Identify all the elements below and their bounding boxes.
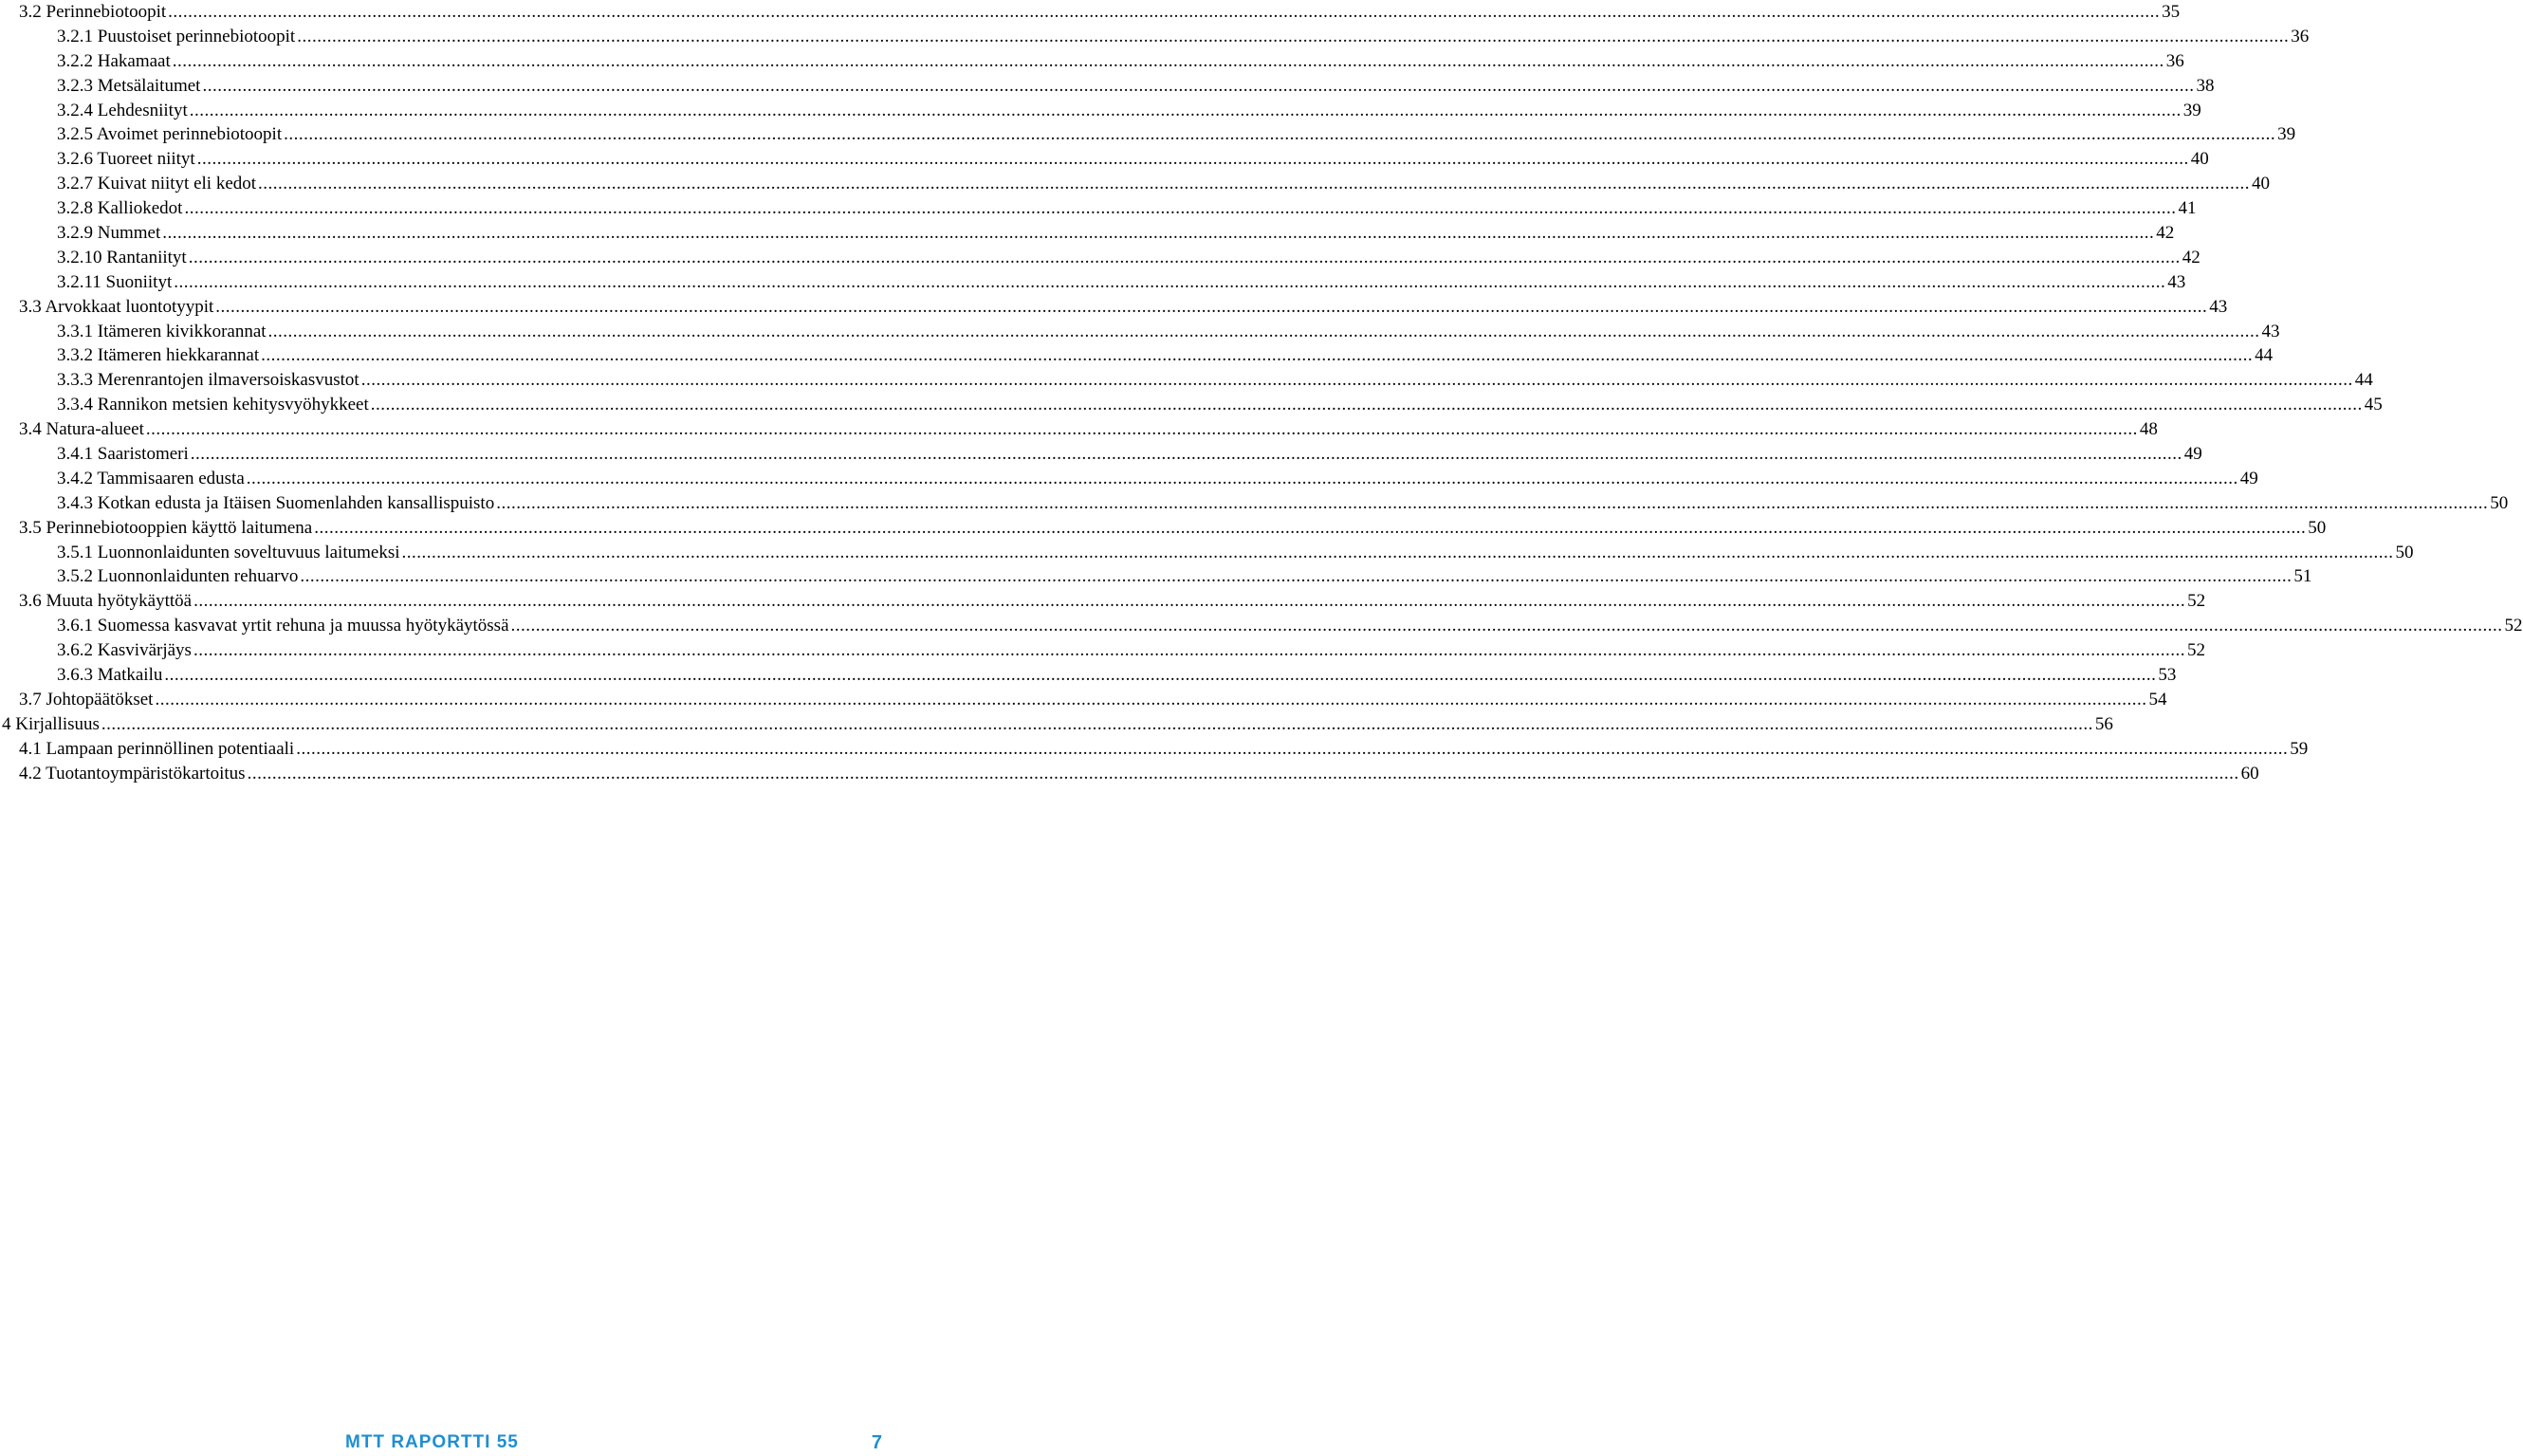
report-series-label: MTT RAPORTTI 55 <box>345 1432 519 1452</box>
toc-dot-leader: ................................................................................................................................................................................................................................................................................................................................................................................................................ <box>189 100 2182 120</box>
toc-entry-page-number: 52 <box>2186 640 2205 661</box>
toc-entry-page-number: 36 <box>2291 26 2310 46</box>
toc-dot-leader: ................................................................................................................................................................................................................................................................................................................................................................................................................ <box>184 198 2177 219</box>
toc-entry[interactable] <box>0 320 2280 344</box>
toc-dot-leader: ................................................................................................................................................................................................................................................................................................................................................................................................................ <box>174 271 2166 292</box>
toc-entry[interactable] <box>0 638 2205 663</box>
toc-entry-title: 3.4.3 Kotkan edusta ja Itäisen Suomenlahden kansallispuisto <box>57 492 495 513</box>
toc-entry-title: 3.2.8 Kalliokedot <box>57 198 183 219</box>
toc-entry-title: 4 Kirjallisuus <box>2 713 100 734</box>
toc-dot-leader: ................................................................................................................................................................................................................................................................................................................................................................................................................ <box>284 124 2276 145</box>
toc-entry-title: 3.2.3 Metsälaitumet <box>57 75 201 96</box>
toc-dot-leader: ................................................................................................................................................................................................................................................................................................................................................................................................................ <box>162 222 2155 243</box>
toc-entry-page-number: 52 <box>2187 591 2206 612</box>
toc-entry-page-number: 50 <box>2490 492 2509 513</box>
toc-entry-page-number: 49 <box>2183 443 2202 464</box>
toc-entry-title: 3.2.4 Lehdesniityt <box>57 100 188 120</box>
toc-entry-title: 3.2.11 Suoniityt <box>57 271 173 292</box>
toc-entry-page-number: 45 <box>2364 395 2383 415</box>
toc-entry-page-number: 44 <box>2255 345 2274 366</box>
toc-dot-leader: ................................................................................................................................................................................................................................................................................................................................................................................................................ <box>193 591 2186 612</box>
toc-entry-page-number: 44 <box>2354 370 2373 391</box>
toc-entry[interactable] <box>0 688 2167 712</box>
toc-entry[interactable] <box>0 74 2215 99</box>
toc-entry-title: 3.3.4 Rannikon metsien kehitysvyöhykkeet <box>57 395 369 415</box>
toc-entry[interactable] <box>0 49 2184 74</box>
toc-entry-title: 3.2.7 Kuivat niityt eli kedot <box>57 174 257 194</box>
toc-entry[interactable] <box>0 442 2202 467</box>
toc-entry[interactable] <box>0 467 2258 491</box>
toc-entry-title: 3.5.1 Luonnonlaidunten soveltuvuus laitumeksi <box>57 542 400 562</box>
toc-entry[interactable] <box>0 393 2383 417</box>
toc-dot-leader: ................................................................................................................................................................................................................................................................................................................................................................................................................ <box>164 664 2157 685</box>
toc-entry-page-number: 48 <box>2139 419 2158 440</box>
toc-entry[interactable] <box>0 712 2113 737</box>
toc-entry-title: 3.2.10 Rantaniityt <box>57 247 187 267</box>
toc-entry-title: 3.3.1 Itämeren kivikkorannat <box>57 321 267 341</box>
toc-dot-leader: ................................................................................................................................................................................................................................................................................................................................................................................................................ <box>193 640 2185 661</box>
toc-dot-leader: ................................................................................................................................................................................................................................................................................................................................................................................................................ <box>261 345 2254 366</box>
toc-entry-title: 3.2.5 Avoimet perinnebiotoopit <box>57 124 283 145</box>
toc-entry[interactable] <box>0 417 2158 442</box>
toc-entry-title: 3.6.1 Suomessa kasvavat yrtit rehuna ja muussa hyötykäytössä <box>57 616 509 636</box>
toc-entry-page-number: 41 <box>2178 198 2197 219</box>
toc-dot-leader: ................................................................................................................................................................................................................................................................................................................................................................................................................ <box>314 517 2307 538</box>
toc-entry-title: 3.6 Muuta hyötykäyttöä <box>19 591 193 612</box>
toc-entry-page-number: 59 <box>2290 738 2309 759</box>
toc-entry[interactable] <box>0 221 2175 246</box>
toc-dot-leader: ................................................................................................................................................................................................................................................................................................................................................................................................................ <box>267 321 2260 341</box>
toc-dot-leader: ................................................................................................................................................................................................................................................................................................................................................................................................................ <box>246 468 2238 488</box>
toc-dot-leader: ................................................................................................................................................................................................................................................................................................................................................................................................................ <box>401 542 2394 562</box>
toc-entry-title: 3.3.3 Merenrantojen ilmaversoiskasvustot <box>57 370 359 391</box>
toc-entry[interactable] <box>0 541 2414 565</box>
page-number: 7 <box>871 1432 882 1453</box>
toc-entry-title: 3.4.2 Tammisaaren edusta <box>57 468 245 488</box>
toc-entry[interactable] <box>0 246 2201 270</box>
toc-dot-leader: ................................................................................................................................................................................................................................................................................................................................................................................................................ <box>196 149 2189 170</box>
toc-dot-leader: ................................................................................................................................................................................................................................................................................................................................................................................................................ <box>101 713 2093 734</box>
toc-entry-title: 3.5.2 Luonnonlaidunten rehuarvo <box>57 566 299 587</box>
toc-entry[interactable] <box>0 147 2209 172</box>
toc-dot-leader: ................................................................................................................................................................................................................................................................................................................................................................................................................ <box>190 443 2182 464</box>
toc-entry-page-number: 56 <box>2094 713 2113 734</box>
toc-entry-page-number: 40 <box>2190 149 2209 170</box>
toc-dot-leader: ................................................................................................................................................................................................................................................................................................................................................................................................................ <box>202 75 2195 96</box>
toc-entry-page-number: 36 <box>2165 50 2184 71</box>
toc-entry[interactable] <box>0 368 2373 393</box>
toc-entry[interactable] <box>0 516 2327 541</box>
toc-entry[interactable] <box>0 663 2177 688</box>
toc-entry-page-number: 42 <box>2156 222 2175 243</box>
toc-entry[interactable] <box>0 762 2259 786</box>
toc-entry-title: 4.2 Tuotantoympäristökartoitus <box>19 763 246 783</box>
toc-dot-leader: ................................................................................................................................................................................................................................................................................................................................................................................................................ <box>215 296 2208 317</box>
toc-entry-title: 3.3.2 Itämeren hiekkarannat <box>57 345 260 366</box>
toc-entry-title: 3.2.2 Hakamaat <box>57 50 171 71</box>
toc-entry[interactable] <box>0 295 2228 320</box>
toc-entry[interactable] <box>0 25 2310 49</box>
toc-entry-page-number: 43 <box>2209 296 2228 317</box>
toc-entry-page-number: 39 <box>2277 124 2296 145</box>
toc-entry-page-number: 39 <box>2182 100 2201 120</box>
toc-entry[interactable] <box>0 737 2309 762</box>
toc-entry-page-number: 52 <box>2504 616 2523 636</box>
page-footer <box>0 1432 911 1455</box>
toc-dot-leader: ................................................................................................................................................................................................................................................................................................................................................................................................................ <box>155 689 2147 710</box>
toc-entry[interactable] <box>0 491 2509 516</box>
toc-entry-title: 3.4.1 Saaristomeri <box>57 443 189 464</box>
toc-entry-page-number: 43 <box>2261 321 2280 341</box>
toc-entry[interactable] <box>0 589 2206 614</box>
toc-entry-title: 3.6.2 Kasvivärjäys <box>57 640 192 661</box>
toc-entry-title: 3.2.6 Tuoreet niityt <box>57 149 195 170</box>
toc-entry-title: 4.1 Lampaan perinnöllinen potentiaali <box>19 738 295 759</box>
toc-entry[interactable] <box>0 614 2523 638</box>
toc-entry[interactable] <box>0 270 2186 295</box>
toc-dot-leader: ................................................................................................................................................................................................................................................................................................................................................................................................................ <box>247 763 2239 783</box>
toc-entry[interactable] <box>0 564 2312 589</box>
toc-entry-page-number: 54 <box>2148 689 2167 710</box>
toc-entry[interactable] <box>0 343 2274 368</box>
toc-entry-title: 3.3 Arvokkaat luontotyypit <box>19 296 214 317</box>
toc-dot-leader: ................................................................................................................................................................................................................................................................................................................................................................................................................ <box>297 26 2290 46</box>
toc-dot-leader: ................................................................................................................................................................................................................................................................................................................................................................................................................ <box>188 247 2181 267</box>
toc-entry[interactable] <box>0 172 2271 196</box>
toc-dot-leader: ................................................................................................................................................................................................................................................................................................................................................................................................................ <box>258 174 2251 194</box>
toc-entry-title: 3.6.3 Matkailu <box>57 664 163 685</box>
toc-entry-page-number: 35 <box>2162 1 2181 22</box>
toc-entry[interactable] <box>0 99 2201 123</box>
toc-entry-title: 3.7 Johtopäätökset <box>19 689 154 710</box>
toc-entry[interactable] <box>0 0 2181 25</box>
toc-dot-leader: ................................................................................................................................................................................................................................................................................................................................................................................................................ <box>145 419 2138 440</box>
toc-entry-title: 3.2 Perinnebiotoopit <box>19 1 167 22</box>
toc-entry-page-number: 50 <box>2308 517 2327 538</box>
toc-entry[interactable] <box>0 196 2197 221</box>
toc-entry-page-number: 40 <box>2252 174 2271 194</box>
toc-dot-leader: ................................................................................................................................................................................................................................................................................................................................................................................................................ <box>168 1 2161 22</box>
toc-entry-page-number: 53 <box>2158 664 2177 685</box>
toc-entry-title: 3.2.1 Puustoiset perinnebiotoopit <box>57 26 296 46</box>
toc-entry-title: 3.5 Perinnebiotooppien käyttö laitumena <box>19 517 313 538</box>
toc-entry-title: 3.2.9 Nummet <box>57 222 161 243</box>
toc-dot-leader: ................................................................................................................................................................................................................................................................................................................................................................................................................ <box>300 566 2293 587</box>
toc-entry[interactable] <box>0 122 2296 147</box>
toc-dot-leader: ................................................................................................................................................................................................................................................................................................................................................................................................................ <box>496 492 2489 513</box>
toc-dot-leader: ................................................................................................................................................................................................................................................................................................................................................................................................................ <box>370 395 2363 415</box>
toc-entry-page-number: 49 <box>2239 468 2258 488</box>
toc-entry-title: 3.4 Natura-alueet <box>19 419 144 440</box>
toc-dot-leader: ................................................................................................................................................................................................................................................................................................................................................................................................................ <box>360 370 2353 391</box>
toc-entry-page-number: 60 <box>2240 763 2259 783</box>
toc-dot-leader: ................................................................................................................................................................................................................................................................................................................................................................................................................ <box>172 50 2164 71</box>
toc-entry-page-number: 42 <box>2182 247 2201 267</box>
toc-entry-page-number: 50 <box>2395 542 2414 562</box>
toc-dot-leader: ................................................................................................................................................................................................................................................................................................................................................................................................................ <box>296 738 2289 759</box>
toc-dot-leader: ................................................................................................................................................................................................................................................................................................................................................................................................................ <box>510 616 2503 636</box>
toc-entry-page-number: 51 <box>2293 566 2312 587</box>
toc-entry-page-number: 38 <box>2196 75 2215 96</box>
toc-entry-page-number: 43 <box>2167 271 2186 292</box>
